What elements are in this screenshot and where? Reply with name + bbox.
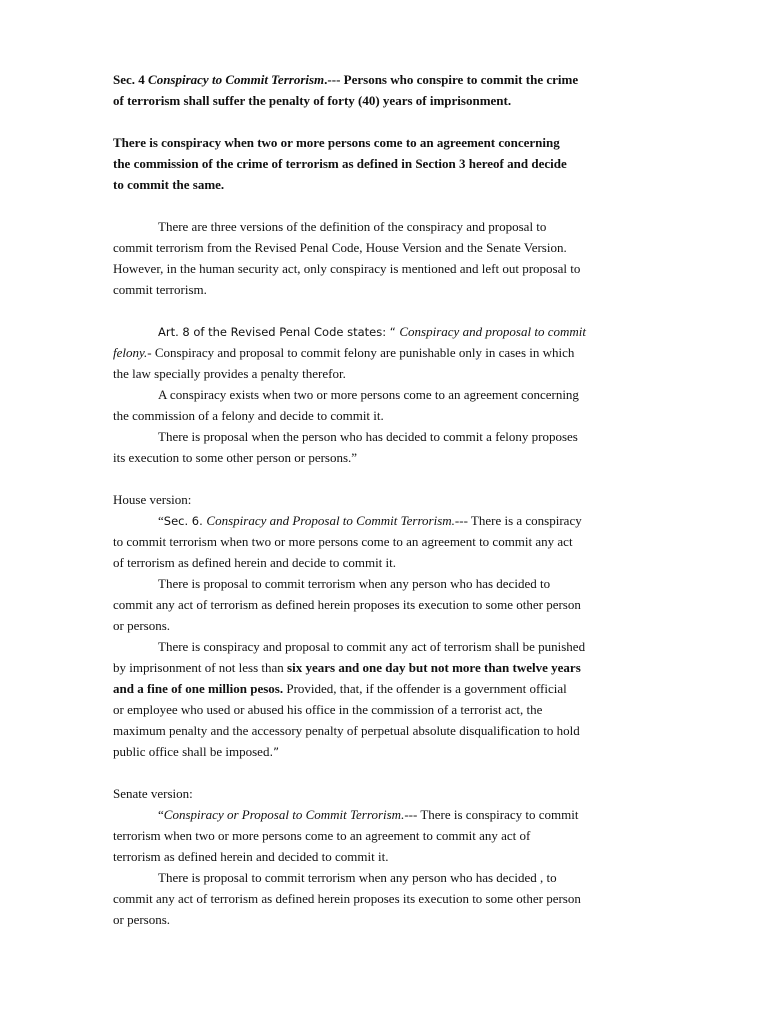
house-close-quote: .” [269,745,280,759]
senate-line-5: commit any act of terrorism as defined herein proposes its execution to some other person [113,891,581,906]
rpc-line-4: A conspiracy exists when two or more persons come to an agreement concerning [158,387,579,402]
sec4-def-line-2: the commission of the crime of terrorism as defined in Section 3 hereof and decide [113,156,567,171]
house-closing: public office shall be imposed [113,744,270,759]
senate-text: --- There is conspiracy to commit [404,807,579,822]
senate-line-4: There is proposal to commit terrorism when any person who has decided , to [158,870,557,885]
house-line-7: There is conspiracy and proposal to commit any act of terrorism shall be punished [158,639,586,654]
house-proviso: Provided, that, if the offender is a government official [283,681,567,696]
house-line-4: There is proposal to commit terrorism when any person who has decided to [158,576,551,591]
senate-line-2: terrorism when two or more persons come to an agreement to commit any act of [113,828,531,843]
intro-line-2: commit terrorism from the Revised Penal Code, House Version and the Senate Version. [113,240,567,255]
rpc-title: Conspiracy and proposal to commit [399,324,586,339]
house-line-10: or employee who used or abused his office in the commission of a terrorist act, the [113,702,543,717]
sec4-line-2: of terrorism shall suffer the penalty of forty (40) years of imprisonment. [113,93,512,108]
house-open-quote: “ [158,513,164,528]
sec4-label: Sec. 4 [113,72,149,87]
senate-line-6: or persons. [113,912,171,927]
senate-line-3: terrorism as defined herein and decided to commit it. [113,849,389,864]
house-sec-label: Sec. 6. [163,514,207,528]
senate-open-quote: “ [158,807,164,822]
rpc-line-6: There is proposal when the person who has decided to commit a felony proposes [158,429,578,444]
house-text: --- There is a conspiracy [454,513,582,528]
rpc-line-7: its execution to some other person or persons.” [113,450,358,465]
intro-line-4: commit terrorism. [113,282,207,297]
house-line-8 [113,660,581,676]
sec4-def-line-3: to commit the same. [113,177,225,192]
rpc-line-3: the law specially provides a penalty therefor. [113,366,346,381]
sec4-text: .--- Persons who conspire to commit the crime [324,72,579,87]
house-line-11: maximum penalty and the accessory penalty of perpetual absolute disqualification to hold [113,723,580,738]
house-heading: House version: [113,492,192,507]
rpc-article-label: Art. 8 of the Revised Penal Code states: “ [158,325,400,339]
house-line-9 [113,681,567,697]
sec4-def-line-1: There is conspiracy when two or more persons come to an agreement concerning [113,135,560,150]
intro-line-1: There are three versions of the definition of the conspiracy and proposal to [158,219,547,234]
senate-line-1 [158,807,578,823]
house-line-2: to commit terrorism when two or more persons come to an agreement to commit any act [113,534,573,549]
rpc-line-2 [113,345,574,361]
house-line-6: or persons. [113,618,171,633]
house-line-3: of terrorism as defined herein and decide to commit it. [113,555,397,570]
senate-title: Conspiracy or Proposal to Commit Terrorism. [163,807,405,822]
house-penalty-text: by imprisonment of not less than [113,660,288,675]
rpc-line-5: the commission of a felony and decide to commit it. [113,408,384,423]
sec4-line-1 [113,72,578,88]
rpc-felony: felony. [113,345,148,360]
rpc-line-1 [158,324,586,340]
senate-heading: Senate version: [113,786,193,801]
house-line-5: commit any act of terrorism as defined herein proposes its execution to some other person [113,597,581,612]
house-line-12 [113,744,279,760]
house-line-1 [158,513,582,529]
sec4-title: Conspiracy to Commit Terrorism [148,72,325,87]
house-fine: and a fine of one million pesos. [113,681,284,696]
house-title: Conspiracy and Proposal to Commit Terrorism. [206,513,455,528]
house-penalty-term: six years and one day but not more than twelve years [287,660,581,675]
intro-line-3: However, in the human security act, only conspiracy is mentioned and left out proposal to [113,261,581,276]
rpc-text: - Conspiracy and proposal to commit felony are punishable only in cases in which [147,345,575,360]
